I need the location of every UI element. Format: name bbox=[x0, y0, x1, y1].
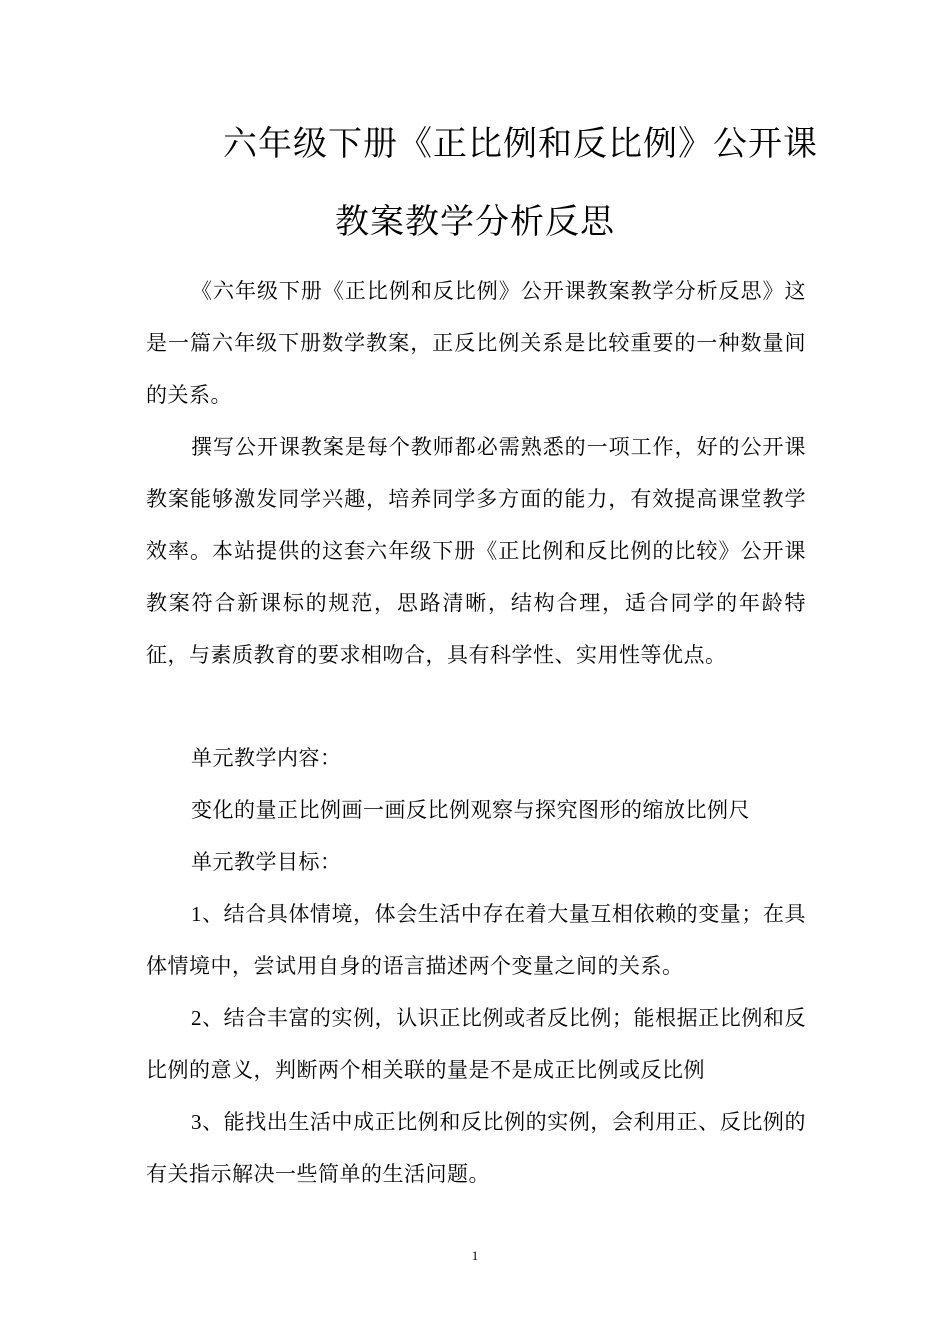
goal-1-text: 、结合具体情境，体会生活中存在着大量互相依赖的变量；在具体情境中，尝试用自身的语言描述两个变量之间的关系。 bbox=[146, 902, 806, 978]
document-title-line-2: 教案教学分析反思 bbox=[335, 202, 615, 242]
section-heading-goals bbox=[146, 836, 806, 888]
section-heading-content bbox=[146, 732, 806, 784]
goal-2-text: 、结合丰富的实例，认识正比例或者反比例；能根据正比例和反比例的意义，判断两个相关联的量是不是成正比例或反比例 bbox=[146, 1006, 806, 1082]
document-title-line-1: 六年级下册《正比例和反比例》公开课 bbox=[223, 124, 818, 164]
goal-item-2 bbox=[146, 992, 806, 1096]
goal-1-number: 1 bbox=[191, 902, 202, 926]
goal-3-number: 3 bbox=[191, 1110, 202, 1134]
paragraph-intro-text: 《六年级下册《正比例和反比例》公开课教案教学分析反思》这是一篇六年级下册数学教案，正反比例关系是比较重要的一种数量间的关系。 bbox=[146, 279, 806, 407]
goal-item-3 bbox=[146, 1096, 806, 1200]
goals-heading: 单元教学目标： bbox=[191, 850, 342, 874]
paragraph-content bbox=[146, 784, 806, 836]
paragraph-intro bbox=[146, 265, 806, 421]
paragraph-about bbox=[146, 421, 806, 681]
goal-3-text: 、能找出生活中成正比例和反比例的实例，会利用正、反比例的有关指示解决一些简单的生活问题。 bbox=[146, 1110, 806, 1186]
paragraph-about-text: 撰写公开课教案是每个教师都必需熟悉的一项工作，好的公开课教案能够激发同学兴趣，培养同学多方面的能力，有效提高课堂教学效率。本站提供的这套六年级下册《正比例和反比例的比较》公开课教案符合新课标的规范，思路清晰，结构合理，适合同学的年龄特征，与素质教育的要求相吻合，具有科学性、实用性等优点。 bbox=[146, 435, 806, 667]
page-number: 1 bbox=[471, 1248, 479, 1263]
content-body: 变化的量正比例画一画反比例观察与探究图形的缩放比例尺 bbox=[191, 798, 750, 822]
goal-item-1 bbox=[146, 888, 806, 992]
content-heading: 单元教学内容： bbox=[191, 746, 342, 770]
goal-2-number: 2 bbox=[191, 1006, 202, 1030]
